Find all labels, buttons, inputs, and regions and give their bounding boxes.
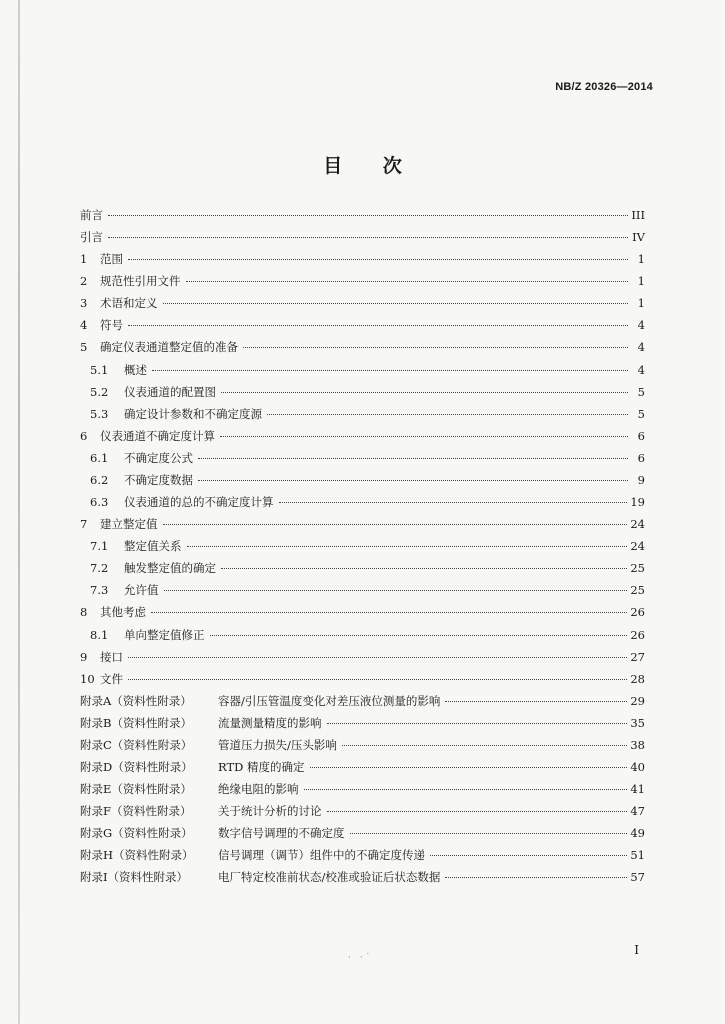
toc-entry-label (80, 471, 195, 489)
toc-entry-label (80, 559, 218, 577)
toc-entry-number: 7.1 (90, 539, 109, 554)
toc-entry[interactable] (80, 714, 645, 732)
toc-entry-label (80, 581, 161, 599)
toc-entry[interactable] (80, 361, 645, 379)
toc-entry-page: 24 (630, 539, 645, 554)
toc-entry-number: 附录B（资料性附录） (80, 715, 192, 730)
toc-entry-title: 确定仪表通道整定值的准备 (100, 340, 238, 355)
toc-entry-page: 4 (637, 318, 645, 333)
toc-entry-page: 49 (630, 826, 645, 841)
dot-leader (221, 391, 628, 393)
toc-entry-title: 引言 (80, 230, 103, 245)
dot-leader (243, 346, 628, 348)
toc-entry[interactable] (80, 868, 645, 886)
dot-leader (342, 744, 627, 746)
toc-entry-title: 仪表通道的配置图 (124, 384, 216, 399)
dot-leader (445, 876, 627, 878)
toc-entry-page: 4 (637, 340, 645, 355)
toc-entry-number: 9 (80, 649, 88, 664)
toc-entry-title: 不确定度数据 (124, 472, 193, 487)
toc-entry-page: 28 (630, 671, 645, 686)
dot-leader (198, 457, 628, 459)
toc-entry-title: 术语和定义 (100, 296, 158, 311)
toc-entry[interactable] (80, 626, 645, 644)
dot-leader (267, 413, 628, 415)
dot-leader (198, 479, 628, 481)
toc-entry-title: 前言 (80, 208, 103, 222)
toc-entry-page: 29 (630, 693, 645, 708)
toc-entry-page: 1 (637, 274, 645, 289)
toc-entry-label (80, 493, 276, 511)
toc-entry-page: 19 (630, 495, 645, 510)
toc-entry-title: 其他考虑 (100, 605, 146, 620)
toc-entry-page: 26 (630, 627, 645, 642)
toc-entry[interactable] (80, 471, 645, 489)
toc-entry-label (80, 758, 307, 776)
dot-leader (108, 236, 628, 238)
toc-entry[interactable] (80, 846, 645, 864)
toc-entry[interactable] (80, 802, 645, 820)
toc-entry-label (80, 316, 125, 334)
toc-entry[interactable] (80, 648, 645, 666)
toc-entry-label (80, 846, 427, 864)
toc-entry-title: 仪表通道的总的不确定度计算 (124, 495, 274, 510)
toc-entry-label (80, 648, 125, 666)
toc-entry-label (80, 780, 301, 798)
dot-leader (128, 678, 627, 680)
toc-entry-page: 47 (630, 804, 645, 819)
toc-entry[interactable] (80, 316, 645, 334)
toc-entry-number: 6 (80, 428, 88, 443)
toc-entry[interactable] (80, 780, 645, 798)
toc-entry-number: 附录A（资料性附录） (80, 693, 192, 708)
toc-entry[interactable] (80, 383, 645, 401)
page-number: I (634, 943, 639, 957)
toc-entry-number: 6.2 (90, 472, 109, 487)
toc-entry-title: 容器/引压管温度变化对差压液位测量的影响 (218, 693, 441, 708)
dot-leader (430, 854, 627, 856)
toc-entry-label (80, 824, 347, 842)
toc-entry-title: 文件 (100, 671, 123, 686)
toc-entry-title: 绝缘电阻的影响 (218, 782, 299, 797)
dot-leader (310, 766, 628, 768)
toc-entry-page: IV (632, 230, 645, 245)
toc-entry[interactable] (80, 206, 645, 224)
toc-entry-number: 5 (80, 340, 88, 355)
toc-entry-page: III (631, 208, 645, 222)
toc-entry-number: 6.1 (90, 450, 109, 465)
toc-entry-label (80, 714, 324, 732)
toc-entry-title: 范围 (100, 252, 123, 267)
toc-entry[interactable] (80, 758, 645, 776)
toc-entry-title: 单向整定值修正 (124, 627, 205, 642)
toc-entry-label (80, 405, 264, 423)
toc-entry-number: 2 (80, 274, 88, 289)
toc-entry-page: 25 (630, 583, 645, 598)
toc-entry-title: 关于统计分析的讨论 (218, 804, 322, 819)
toc-entry-page: 51 (630, 848, 645, 863)
toc-entry-page: 38 (630, 737, 645, 752)
toc-entry-label (80, 603, 148, 621)
dot-leader (152, 369, 628, 371)
toc-entry-label (80, 537, 184, 555)
toc-entry-page: 1 (637, 252, 645, 267)
toc-entry[interactable] (80, 427, 645, 445)
toc-entry-label (80, 427, 217, 445)
dot-leader (187, 545, 628, 547)
toc-entry[interactable] (80, 294, 645, 312)
toc-entry-title: 电厂特定校准前状态/校准或验证后状态数据 (218, 870, 441, 885)
toc-entry-number: 附录F（资料性附录） (80, 804, 192, 819)
dot-leader (304, 788, 628, 790)
toc-entry-label (80, 272, 183, 290)
toc-entry-label (80, 338, 240, 356)
toc-entry-title: 流量测量精度的影响 (218, 715, 322, 730)
toc-entry-page: 6 (637, 450, 645, 465)
dot-leader (221, 567, 627, 569)
toc-entry-page: 5 (637, 384, 645, 399)
toc-entry-label (80, 868, 442, 886)
toc-entry-label (80, 361, 149, 379)
dot-leader (128, 656, 627, 658)
dot-leader (163, 302, 629, 304)
toc-entry-page: 57 (630, 870, 645, 885)
toc-entry-page: 41 (630, 782, 645, 797)
toc-entry[interactable] (80, 537, 645, 555)
toc-entry-number: 6.3 (90, 495, 109, 510)
toc-entry[interactable] (80, 692, 645, 710)
toc-entry-title: 不确定度公式 (124, 450, 193, 465)
toc-entry-title: 整定值关系 (124, 539, 182, 554)
document-code: NB/Z 20326—2014 (555, 81, 653, 93)
toc-entry-title: 符号 (100, 318, 123, 333)
toc-entry-label (80, 206, 105, 224)
toc-entry[interactable] (80, 581, 645, 599)
toc-entry-number: 5.3 (90, 406, 109, 421)
toc-entry-number: 5.2 (90, 384, 109, 399)
toc-entry-label (80, 449, 195, 467)
dot-leader (445, 700, 627, 702)
toc-entry-number: 1 (80, 252, 88, 267)
toc-entry-page: 27 (630, 649, 645, 664)
toc-entry-title: 接口 (100, 649, 123, 664)
toc-entry-label (80, 670, 125, 688)
dot-leader (186, 280, 629, 282)
toc-entry-label (80, 515, 160, 533)
dot-leader (108, 214, 628, 216)
toc-entry-label (80, 228, 105, 246)
toc-entry[interactable] (80, 603, 645, 621)
toc-entry-number: 7.3 (90, 583, 109, 598)
toc-entry[interactable] (80, 824, 645, 842)
toc-entry[interactable] (80, 405, 645, 423)
toc-entry-page: 25 (630, 561, 645, 576)
toc-entry-number: 4 (80, 318, 88, 333)
scan-specks: · ·˙ (348, 953, 374, 963)
toc-entry-title: 仪表通道不确定度计算 (100, 428, 215, 443)
toc-entry-number: 附录C（资料性附录） (80, 737, 193, 752)
toc-entry[interactable] (80, 736, 645, 754)
toc-entry-page: 1 (637, 296, 645, 311)
toc-entry-label (80, 692, 442, 710)
toc-entry[interactable] (80, 670, 645, 688)
toc-entry-number: 8.1 (90, 627, 109, 642)
toc-entry-label (80, 294, 160, 312)
toc-entry-number: 3 (80, 296, 88, 311)
toc-entry-label (80, 802, 324, 820)
toc-entry-page: 4 (637, 362, 645, 377)
toc-entry-label (80, 626, 207, 644)
toc-entry-page: 5 (637, 406, 645, 421)
toc-entry[interactable] (80, 250, 645, 268)
toc-entry-title: 确定设计参数和不确定度源 (124, 406, 262, 421)
toc-entry-title: 概述 (124, 362, 147, 377)
toc-entry-title: 管道压力损失/压头影响 (218, 737, 337, 752)
dot-leader (163, 523, 628, 525)
toc-entry-number: 10 (80, 671, 95, 686)
toc-entry-page: 6 (637, 428, 645, 443)
toc-entry-page: 24 (630, 517, 645, 532)
toc-entry-title: 信号调理（调节）组件中的不确定度传递 (218, 848, 425, 863)
dot-leader (327, 810, 628, 812)
toc-entry-number: 附录D（资料性附录） (80, 760, 193, 774)
toc-entry[interactable] (80, 228, 645, 246)
toc-entry-title: RTD 精度的确定 (218, 760, 305, 774)
toc-entry-label (80, 736, 339, 754)
toc-entry-label (80, 250, 125, 268)
toc-entry-number: 附录I（资料性附录） (80, 870, 189, 885)
toc-entry-title: 触发整定值的确定 (124, 561, 216, 576)
toc-entry-title: 数字信号调理的不确定度 (218, 826, 345, 841)
toc-entry[interactable] (80, 515, 645, 533)
toc-entry-page: 40 (630, 760, 645, 774)
toc-entry-label (80, 383, 218, 401)
toc-entry-number: 附录E（资料性附录） (80, 782, 192, 797)
dot-leader (327, 722, 628, 724)
dot-leader (128, 258, 628, 260)
toc-entry-page: 35 (630, 715, 645, 730)
toc-entry-number: 附录H（资料性附录） (80, 848, 194, 863)
toc-entry-number: 7.2 (90, 561, 109, 576)
dot-leader (151, 611, 627, 613)
toc-entry-title: 规范性引用文件 (100, 274, 181, 289)
dot-leader (220, 435, 628, 437)
dot-leader (350, 832, 628, 834)
toc-entry-page: 9 (637, 472, 645, 487)
toc-entry-number: 8 (80, 605, 88, 620)
toc-entry[interactable] (80, 449, 645, 467)
toc-entry-title: 允许值 (124, 583, 159, 598)
dot-leader (279, 501, 628, 503)
dot-leader (128, 324, 628, 326)
toc-entry-number: 5.1 (90, 362, 109, 377)
dot-leader (164, 589, 628, 591)
dot-leader (210, 634, 628, 636)
toc-entry-page: 26 (630, 605, 645, 620)
toc-entry-number: 7 (80, 517, 88, 532)
toc-entry[interactable] (80, 493, 645, 511)
toc-entry[interactable] (80, 338, 645, 356)
toc-entry[interactable] (80, 559, 645, 577)
page-title: 目 次 (323, 155, 402, 177)
toc-entry[interactable] (80, 272, 645, 290)
toc-entry-number: 附录G（资料性附录） (80, 826, 193, 841)
toc-entry-title: 建立整定值 (100, 517, 158, 532)
